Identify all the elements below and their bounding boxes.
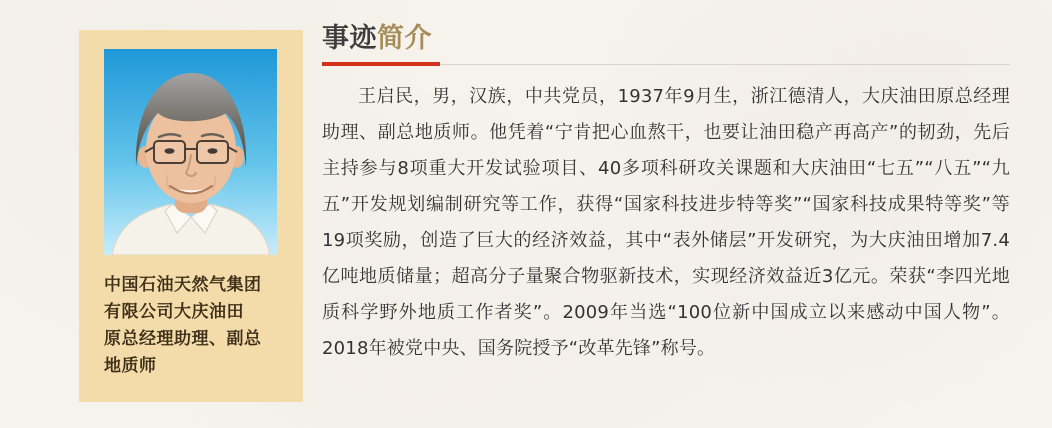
portrait-photo [104,49,277,255]
deeds-section [322,25,1010,367]
biography-paragraph: 王启民，男，汉族，中共党员，1937年9月生，浙江德清人，大庆油田原总经理助理、副总地质师。他凭着“宁肯把心血熬干，也要让油田稳产再高产”的韧劲，先后主持参与8项重大开发试验项目、40多项科研攻关课题和大庆油田“七五”“八五”“九五”开发规划编制研究等工作，获得“国家科技进步特等奖”“国家科技成果特等奖”等19项奖励，创造了巨大的经济效益，其中“表外储层”开发研究，为大庆油田增加7.4亿吨地质储量；超高分子量聚合物驱新技术，实现经济效益近3亿元。荣获“李四光地质科学野外地质工作者奖”。2009年当选“100位新中国成立以来感动中国人物”。2018年被党中央、国务院授予“改革先锋”称号。 [322,86,1010,359]
caption-company: 中国石油天然气集团有限公司大庆油田 [104,275,262,322]
profile-caption [104,272,278,380]
section-title-primary: 事迹 [322,23,377,54]
profile-card [79,30,303,402]
title-divider [322,62,1010,66]
section-title [322,25,1010,53]
title-underline-red [322,62,440,66]
title-underline-gray [440,64,1010,65]
caption-job-title: 原总经理助理、副总地质师 [104,329,262,376]
section-title-accent: 简介 [377,23,432,54]
portrait-illustration [104,49,277,255]
